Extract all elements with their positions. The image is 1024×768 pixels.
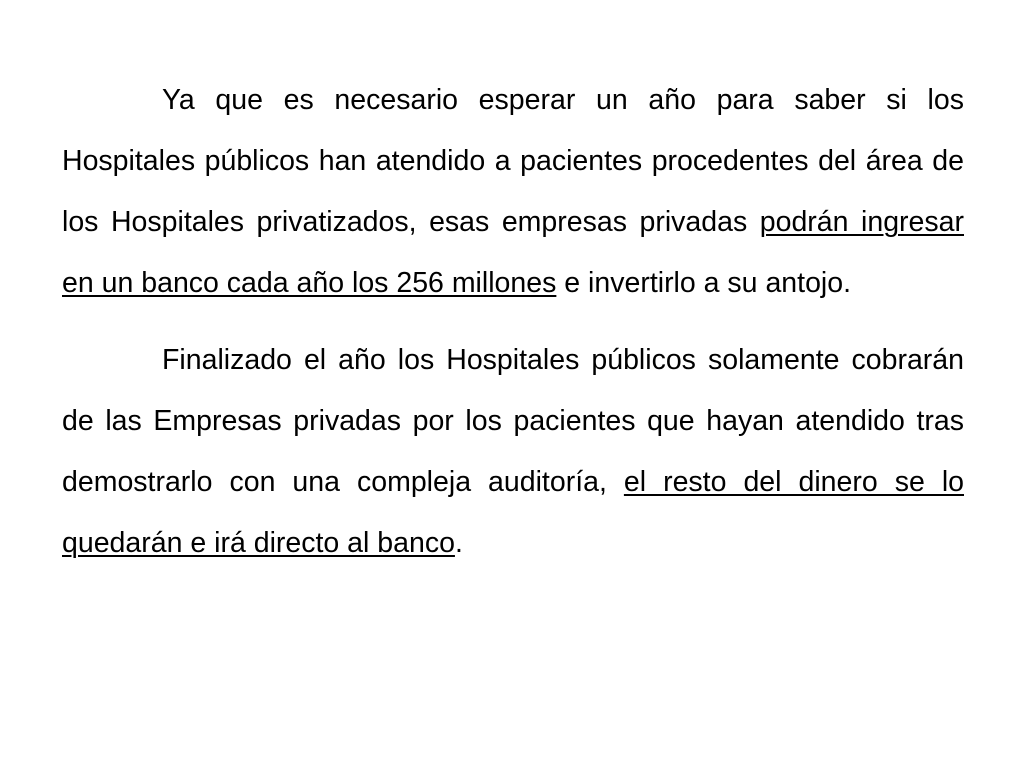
paragraph-2	[62, 330, 964, 574]
paragraph-2-text-start: Finalizado el año los Hospitales públicos solamente cobrarán de las Empresas privadas por los pacientes que hayan atendido tras demostrarlo con una compleja auditoría,	[62, 344, 964, 498]
paragraph-2-underlined-text: el resto del dinero se lo quedarán e irá directo al banco	[62, 466, 964, 559]
paragraph-2-text-end: .	[454, 527, 463, 559]
paragraph-1	[62, 70, 964, 314]
paragraph-1-text-start: Ya que es necesario esperar un año para saber si los Hospitales públicos han atendido a pacientes procedentes del área de los Hospitales privatizados, esas empresas privadas	[62, 84, 964, 238]
paragraph-1-text-end: e invertirlo a su antojo.	[556, 267, 852, 299]
paragraph-1-underlined-text: podrán ingresar en un banco cada año los 256 millones	[62, 206, 964, 299]
